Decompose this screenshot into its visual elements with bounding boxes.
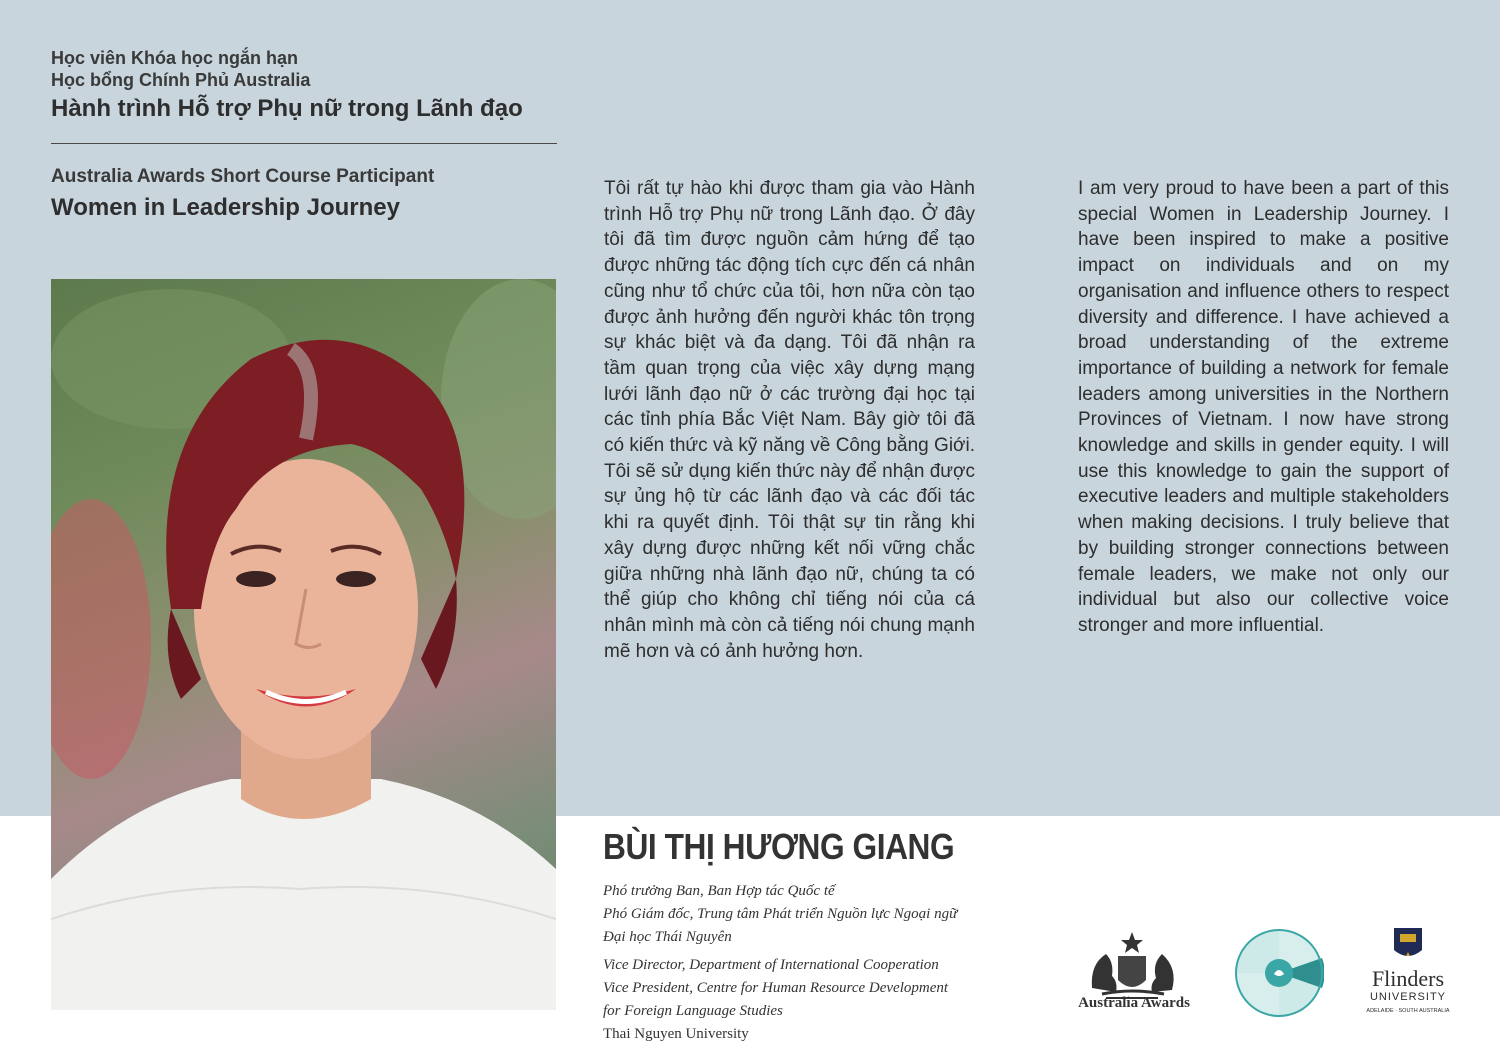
flinders-name: Flinders <box>1371 966 1445 991</box>
vi-role-1: Phó trưởng Ban, Ban Hợp tác Quốc tế <box>603 883 835 899</box>
en-role-1: Vice Director, Department of International Cooperation <box>603 957 939 973</box>
vi-subtitle-line1: Học viên Khóa học ngắn hạn <box>51 48 299 68</box>
en-title: Women in Leadership Journey <box>51 194 400 221</box>
portrait-photo <box>51 279 556 1010</box>
vi-testimonial: Tôi rất tự hào khi được tham gia vào Hành trình Hỗ trợ Phụ nữ trong Lãnh đạo. Ở đây tôi đã tìm được nguồn cảm hứng để tạo được những tác động tích cực đến cá nhân cũng như tổ chức của tôi, hơn nữa còn tạo được ảnh hưởng đến người khác tôn trọng sự khác biệt và đa dạng. Tôi đã nhận ra tầm quan trọng của việc xây dựng mạng lưới lãnh đạo nữ ở các trường đại học tại các tỉnh phía Bắc Việt Nam. Bây giờ tôi đã có kiến thức và kỹ năng về Công bằng Giới. Tôi sẽ sử dụng kiến thức này để nhận được sự ủng hộ từ các lãnh đạo và các đối tác khi ra quyết định. Tôi thật sự tin rằng khi xây dựng được những kết nối vững chắc giữa những nhà lãnh đạo nữ, chúng ta có thể giúp cho không chỉ tiếng nói của cá nhân mình mà còn cả tiếng nói chung mạnh mẽ hơn và có ảnh hưởng hơn. <box>604 178 975 662</box>
vi-organisation: Đại học Thái Nguyên <box>603 929 732 945</box>
divider <box>51 143 557 144</box>
flinders-sub: UNIVERSITY <box>1369 991 1447 1003</box>
en-subtitle: Australia Awards Short Course Participant <box>51 166 435 187</box>
program-circle-logo-icon <box>1234 928 1324 1018</box>
en-organisation: Thai Nguyen University <box>603 1026 749 1042</box>
vi-role-2: Phó Giám đốc, Trung tâm Phát triển Nguồn lực Ngoại ngữ <box>603 906 958 922</box>
en-role-2: Vice President, Centre for Human Resource Development <box>603 980 949 996</box>
flinders-crest-icon <box>1364 926 1452 1018</box>
vi-subtitle-line2: Học bổng Chính Phủ Australia <box>51 70 311 90</box>
person-name: BÙI THỊ HƯƠNG GIANG <box>603 826 955 867</box>
vi-title: Hành trình Hỗ trợ Phụ nữ trong Lãnh đạo <box>51 95 523 122</box>
flinders-tagline: ADELAIDE · SOUTH AUSTRALIA <box>1366 1008 1450 1014</box>
en-testimonial: I am very proud to have been a part of this special Women in Leadership Journey. I have been inspired to make a positive impact on individuals and on my organisation and influence others to respect diversity and difference. I have achieved a broad understanding of the extreme importance of building a network for female leaders among universities in the Northern Provinces of Vietnam. I now have strong knowledge and skills in gender equity. I will use this knowledge to gain the support of executive leaders and multiple stakeholders when making decisions. I truly believe that by building stronger connections between female leaders, we make not only our individual but also our collective voice stronger and more influential. <box>1078 178 1449 636</box>
en-role-3: for Foreign Language Studies <box>603 1003 783 1019</box>
australia-awards-label: Australia Awards <box>1078 995 1190 1011</box>
